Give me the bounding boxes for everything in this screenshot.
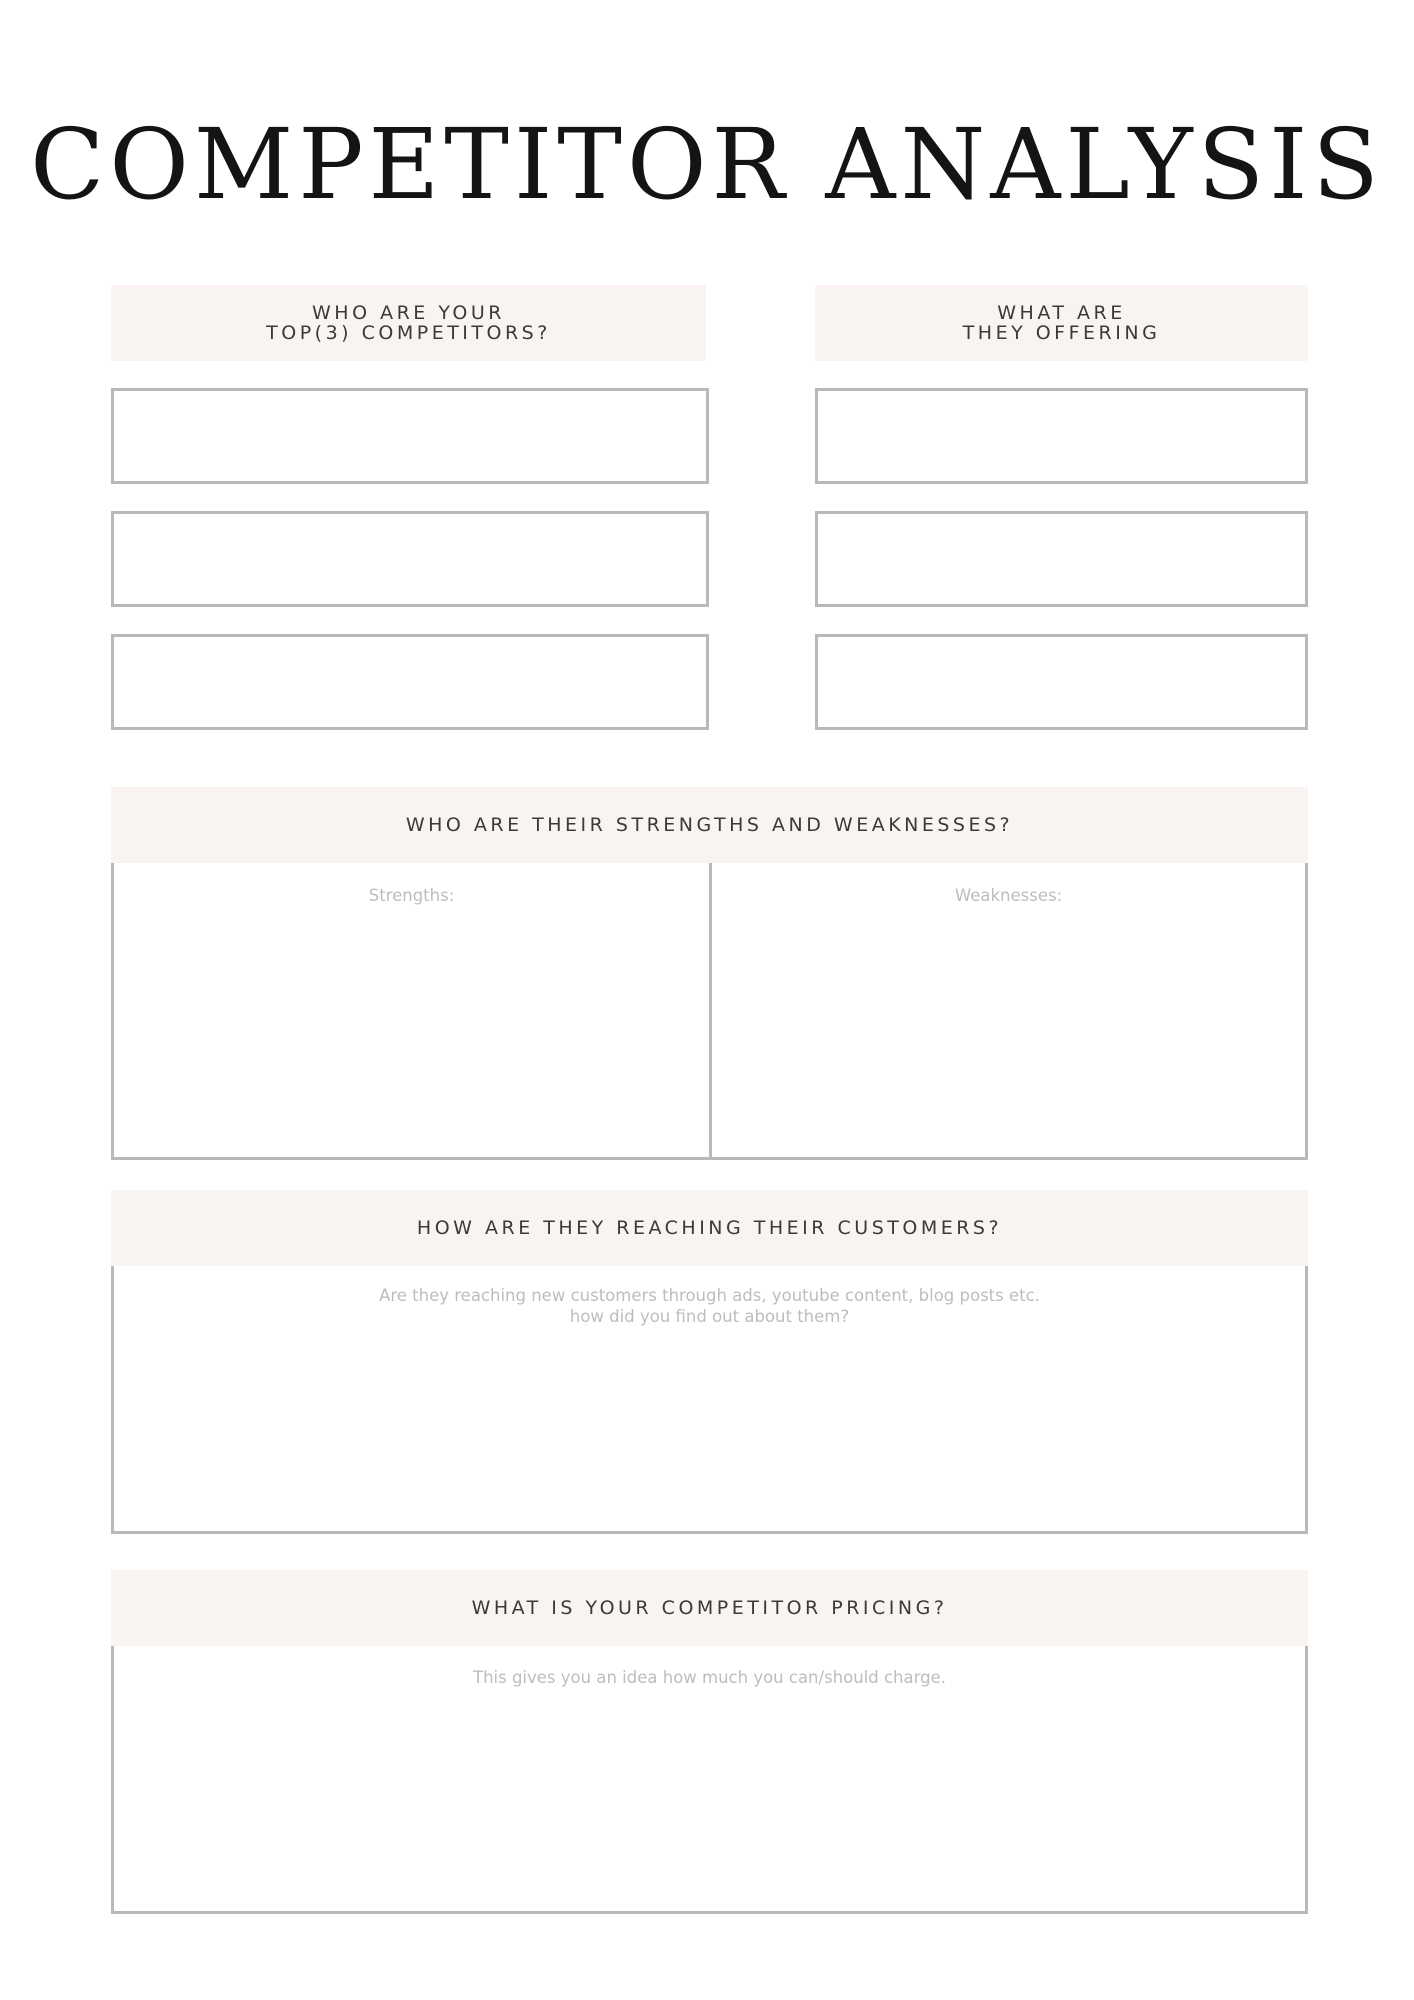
pricing-heading: WHAT IS YOUR COMPETITOR PRICING?: [111, 1570, 1308, 1646]
strengths-label: Strengths:: [368, 886, 455, 905]
offering-heading-line2: THEY OFFERING: [962, 322, 1161, 344]
offering-field-1[interactable]: [815, 388, 1308, 484]
strengths-weaknesses-heading: WHO ARE THEIR STRENGTHS AND WEAKNESSES?: [111, 787, 1308, 863]
strengths-weaknesses-panel: [111, 863, 1308, 1160]
reach-heading: HOW ARE THEY REACHING THEIR CUSTOMERS?: [111, 1190, 1308, 1266]
reach-hint-line1: Are they reaching new customers through ads, youtube content, blog posts etc.: [379, 1286, 1040, 1305]
competitors-heading: [111, 285, 706, 361]
competitors-heading-line2: TOP(3) COMPETITORS?: [266, 322, 551, 344]
weaknesses-field[interactable]: [712, 863, 1305, 1157]
weaknesses-label: Weaknesses:: [954, 886, 1063, 905]
offering-field-3[interactable]: [815, 634, 1308, 730]
competitor-field-2[interactable]: [111, 511, 709, 607]
offering-field-2[interactable]: [815, 511, 1308, 607]
competitor-field-1[interactable]: [111, 388, 709, 484]
strengths-field[interactable]: [114, 863, 709, 1157]
competitors-heading-line1: WHO ARE YOUR: [312, 302, 505, 324]
reach-field[interactable]: [111, 1266, 1308, 1534]
reach-hint-line2: how did you find out about them?: [569, 1307, 850, 1326]
page-title: COMPETITOR ANALYSIS: [30, 108, 1384, 221]
reach-hint: [114, 1285, 1305, 1327]
pricing-hint: This gives you an idea how much you can/should charge.: [473, 1668, 946, 1687]
pricing-field[interactable]: [111, 1646, 1308, 1914]
competitor-field-3[interactable]: [111, 634, 709, 730]
offering-heading: [815, 285, 1308, 361]
offering-heading-line1: WHAT ARE: [997, 302, 1126, 324]
